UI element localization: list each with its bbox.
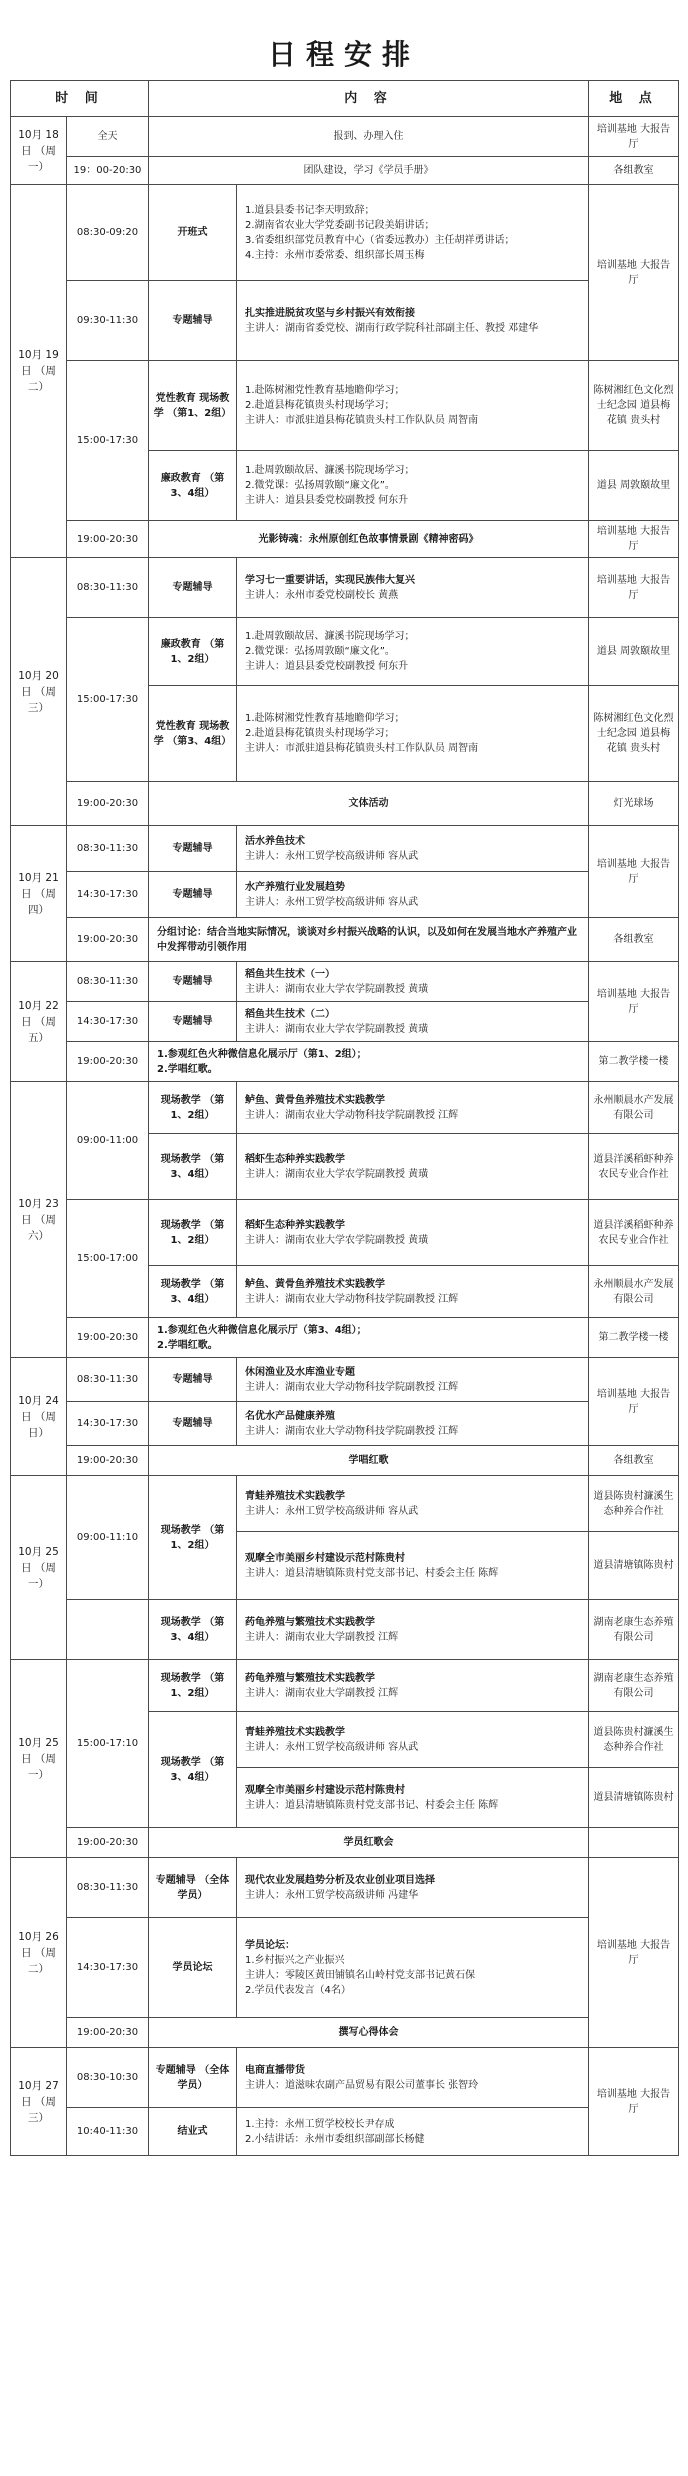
- time-slot: 15:00-17:30: [67, 618, 149, 782]
- session-content: [237, 618, 589, 686]
- session-category: 专题辅导: [149, 826, 237, 872]
- time-slot: 08:30-11:30: [67, 1858, 149, 1918]
- session-title: 药龟养殖与繁殖技术实践教学: [245, 1672, 375, 1684]
- day-date: 10月 24日 （周日）: [11, 1358, 67, 1476]
- content-line: 4.主持：永州市委常委、组织部长周玉梅: [245, 249, 425, 261]
- content-line: 2.湖南省农业大学党委副书记段美娟讲话；: [245, 219, 435, 231]
- session-title: 稻鱼共生技术（一）: [245, 968, 335, 980]
- row-text: 报到、办理入住: [149, 117, 589, 157]
- location: 各组教室: [589, 1446, 679, 1476]
- table-row: [11, 1200, 679, 1266]
- content-line: 主讲人：湖南农业大学副教授 江辉: [245, 1687, 399, 1699]
- content-line: 主讲人：市派驻道县梅花镇贵头村工作队队员 周智南: [245, 743, 479, 754]
- location: 陈树湘红色文化烈士纪念园 道县梅花镇 贵头村: [589, 361, 679, 451]
- session-content: [237, 872, 589, 918]
- header-time: 时 间: [11, 81, 149, 117]
- row-text: 撰写心得体会: [149, 2018, 589, 2048]
- location: 道县清塘镇陈贵村: [589, 1532, 679, 1600]
- content-line: 主讲人：道县县委党校副教授 何东升: [245, 495, 409, 506]
- session-title: 鲈鱼、黄骨鱼养殖技术实践教学: [245, 1278, 385, 1290]
- session-content: [237, 1266, 589, 1318]
- content-line: 1.赴周敦颐故居、濂溪书院现场学习；: [245, 465, 415, 476]
- location: 培训基地 大报告厅: [589, 826, 679, 918]
- session-content: [237, 1768, 589, 1828]
- session-category: 专题辅导: [149, 872, 237, 918]
- location: 道县洋溪稻虾种养农民专业合作社: [589, 1200, 679, 1266]
- time-slot: 14:30-17:30: [67, 872, 149, 918]
- header-content: 内 容: [149, 81, 589, 117]
- content-line: 主讲人：湖南农业大学动物科技学院副教授 江辉: [245, 1381, 459, 1393]
- time-slot: 14:30-17:30: [67, 1002, 149, 1042]
- location: 湖南老康生态养殖有限公司: [589, 1660, 679, 1712]
- content-line: 1.赴陈树湘党性教育基地瞻仰学习；: [245, 385, 405, 396]
- session-content: [237, 1712, 589, 1768]
- session-content: [237, 1532, 589, 1600]
- session-title: 药龟养殖与繁殖技术实践教学: [245, 1616, 375, 1628]
- table-row: [11, 1828, 679, 1858]
- location: 各组教室: [589, 918, 679, 962]
- table-row: [11, 1082, 679, 1134]
- session-category: 现场教学 （第3、4组）: [149, 1600, 237, 1660]
- day-date: 10月 21日 （周四）: [11, 826, 67, 962]
- session-content: [237, 826, 589, 872]
- content-line: 2.学员代表发言（4名）: [245, 1984, 351, 1996]
- session-category: 结业式: [149, 2108, 237, 2156]
- content-line: 主讲人：零陵区黄田铺镇名山岭村党支部书记黄石保: [245, 1969, 475, 1981]
- location: 培训基地 大报告厅: [589, 185, 679, 361]
- table-row: [11, 1600, 679, 1660]
- table-row: [11, 1918, 679, 2018]
- time-slot: 19：00-20:30: [67, 157, 149, 185]
- time-slot: 14:30-17:30: [67, 1402, 149, 1446]
- session-category: 党性教育 现场教学 （第3、4组）: [149, 686, 237, 782]
- day-date: 10月 26日 （周二）: [11, 1858, 67, 2048]
- time-slot: 19:00-20:30: [67, 521, 149, 558]
- session-category: 专题辅导: [149, 1402, 237, 1446]
- session-content: [149, 1042, 589, 1082]
- content-line: 2.小结讲话：永州市委组织部副部长杨健: [245, 2133, 425, 2145]
- location: 各组教室: [589, 157, 679, 185]
- time-slot: 15:00-17:10: [67, 1660, 149, 1828]
- session-title: 水产养殖行业发展趋势: [245, 881, 345, 893]
- session-title: 休闲渔业及水库渔业专题: [245, 1366, 355, 1378]
- content-line: 主讲人：市派驻道县梅花镇贵头村工作队队员 周智南: [245, 415, 479, 426]
- location: 湖南老康生态养殖有限公司: [589, 1600, 679, 1660]
- content-line: 主讲人：永州市委党校副校长 黄燕: [245, 589, 399, 601]
- session-content: [237, 1918, 589, 2018]
- content-line: 2.微党课：弘扬周敦颐“廉文化”。: [245, 480, 395, 491]
- time-slot: 19:00-20:30: [67, 782, 149, 826]
- content-line: 2.赴道县梅花镇贵头村现场学习；: [245, 400, 395, 411]
- session-content: [237, 1476, 589, 1532]
- location: 培训基地 大报告厅: [589, 1358, 679, 1446]
- table-row: [11, 157, 679, 185]
- schedule-table: [10, 80, 679, 2156]
- time-slot: 19:00-20:30: [67, 2018, 149, 2048]
- content-line: 主讲人：湖南农业大学农学院副教授 黄璜: [245, 983, 429, 995]
- location: 永州顺晨水产发展有限公司: [589, 1266, 679, 1318]
- time-slot: 19:00-20:30: [67, 1446, 149, 1476]
- day-date: 10月 19日 （周二）: [11, 185, 67, 558]
- content-line: 1.道县县委书记李天明致辞；: [245, 204, 375, 216]
- session-category: 现场教学 （第3、4组）: [149, 1712, 237, 1828]
- session-category: 现场教学 （第3、4组）: [149, 1266, 237, 1318]
- table-row: [11, 1660, 679, 1712]
- time-slot: [67, 1600, 149, 1660]
- session-title: 稻虾生态种养实践教学: [245, 1219, 345, 1231]
- session-title: 观摩全市美丽乡村建设示范村陈贵村: [245, 1784, 405, 1796]
- location: 第二教学楼一楼: [589, 1318, 679, 1358]
- time-slot: 19:00-20:30: [67, 1318, 149, 1358]
- content-line: 主讲人：永州工贸学校高级讲师 冯建华: [245, 1889, 419, 1901]
- time-slot: 全天: [67, 117, 149, 157]
- session-title: 电商直播带货: [245, 2064, 305, 2076]
- location: 灯光球场: [589, 782, 679, 826]
- day-date: 10月 18日 （周一）: [11, 117, 67, 185]
- session-category: 现场教学 （第1、2组）: [149, 1082, 237, 1134]
- time-slot: 09:00-11:10: [67, 1476, 149, 1600]
- content-line: 主讲人：永州工贸学校高级讲师 容从武: [245, 896, 419, 908]
- row-text: 光影铸魂：永州原创红色故事情景剧《精神密码》: [149, 521, 589, 558]
- session-title: 青蛙养殖技术实践教学: [245, 1726, 345, 1738]
- session-category: 学员论坛: [149, 1918, 237, 2018]
- content-line: 主讲人：湖南农业大学动物科技学院副教授 江辉: [245, 1425, 459, 1437]
- session-content: [237, 2048, 589, 2108]
- content-line: 主讲人：道滋味农副产品贸易有限公司董事长 张智玲: [245, 2079, 479, 2091]
- session-category: 专题辅导: [149, 1002, 237, 1042]
- table-row: [11, 521, 679, 558]
- session-category: 廉政教育 （第1、2组）: [149, 618, 237, 686]
- page-title: 日程安排: [267, 38, 420, 71]
- session-content: [237, 185, 589, 281]
- table-row: [11, 1358, 679, 1402]
- content-line: 主讲人：湖南农业大学动物科技学院副教授 江辉: [245, 1293, 459, 1305]
- content-line: 主讲人：湖南农业大学农学院副教授 黄璜: [245, 1168, 429, 1180]
- session-title: 青蛙养殖技术实践教学: [245, 1490, 345, 1502]
- session-content: [237, 558, 589, 618]
- session-category: 开班式: [149, 185, 237, 281]
- session-content: [237, 962, 589, 1002]
- session-content: [237, 281, 589, 361]
- content-line: 2.学唱红歌。: [157, 1063, 218, 1075]
- time-slot: 08:30-11:30: [67, 826, 149, 872]
- content-line: 主讲人：道县县委党校副教授 何东升: [245, 661, 409, 672]
- table-row: [11, 826, 679, 872]
- time-slot: 15:00-17:00: [67, 1200, 149, 1318]
- content-line: 3.省委组织部党员教育中心（省委远教办）主任胡祥勇讲话；: [245, 234, 515, 246]
- session-category: 现场教学 （第1、2组）: [149, 1660, 237, 1712]
- session-title: 稻虾生态种养实践教学: [245, 1153, 345, 1165]
- table-row: [11, 117, 679, 157]
- time-slot: 08:30-11:30: [67, 558, 149, 618]
- row-text: 学唱红歌: [149, 1446, 589, 1476]
- location: 道县清塘镇陈贵村: [589, 1768, 679, 1828]
- session-content: [237, 1200, 589, 1266]
- session-category: 专题辅导: [149, 1358, 237, 1402]
- session-content: [149, 1318, 589, 1358]
- time-slot: 15:00-17:30: [67, 361, 149, 521]
- session-category: 专题辅导: [149, 558, 237, 618]
- day-date: 10月 25日 （周一）: [11, 1660, 67, 1858]
- row-text: 分组讨论：结合当地实际情况，谈谈对乡村振兴战略的认识，以及如何在发展当地水产养殖产业中发挥带动引领作用: [149, 918, 589, 962]
- header-location: 地 点: [589, 81, 679, 117]
- session-content: [237, 1858, 589, 1918]
- session-category: 专题辅导: [149, 962, 237, 1002]
- session-category: 专题辅导 （全体学员）: [149, 1858, 237, 1918]
- location: 道县洋溪稻虾种养农民专业合作社: [589, 1134, 679, 1200]
- session-title: 名优水产品健康养殖: [245, 1410, 335, 1422]
- table-row: [11, 962, 679, 1002]
- location: 道县陈贵村濂溪生态种养合作社: [589, 1712, 679, 1768]
- day-date: 10月 23日 （周六）: [11, 1082, 67, 1358]
- table-row: [11, 618, 679, 686]
- content-line: 主讲人：永州工贸学校高级讲师 容从武: [245, 850, 419, 862]
- location: 陈树湘红色文化烈士纪念园 道县梅花镇 贵头村: [589, 686, 679, 782]
- day-date: 10月 22日 （周五）: [11, 962, 67, 1082]
- session-content: [237, 2108, 589, 2156]
- session-category: 廉政教育 （第3、4组）: [149, 451, 237, 521]
- day-date: 10月 27日 （周三）: [11, 2048, 67, 2156]
- day-date: 10月 25日 （周一）: [11, 1476, 67, 1660]
- location: 培训基地 大报告厅: [589, 2048, 679, 2156]
- session-title: 活水养鱼技术: [245, 835, 305, 847]
- session-category: 现场教学 （第1、2组）: [149, 1476, 237, 1600]
- content-line: 主讲人：湖南农业大学动物科技学院副教授 江辉: [245, 1109, 459, 1121]
- time-slot: 08:30-11:30: [67, 1358, 149, 1402]
- session-content: [237, 361, 589, 451]
- location: 道县 周敦颐故里: [589, 451, 679, 521]
- table-row: [11, 1446, 679, 1476]
- content-line: 2.赴道县梅花镇贵头村现场学习；: [245, 728, 395, 739]
- session-title: 稻鱼共生技术（二）: [245, 1008, 335, 1020]
- session-title: 学习七一重要讲话，实现民族伟大复兴: [245, 574, 415, 586]
- session-category: 专题辅导: [149, 281, 237, 361]
- time-slot: 08:30-09:20: [67, 185, 149, 281]
- content-line: 主讲人：湖南省委党校、湖南行政学院科社部副主任、教授 邓建华: [245, 322, 539, 334]
- session-category: 现场教学 （第3、4组）: [149, 1134, 237, 1200]
- time-slot: 08:30-11:30: [67, 962, 149, 1002]
- table-row: [11, 185, 679, 281]
- session-content: [237, 1600, 589, 1660]
- content-line: 主讲人：道县清塘镇陈贵村党支部书记、村委会主任 陈辉: [245, 1567, 499, 1579]
- location: 培训基地 大报告厅: [589, 558, 679, 618]
- table-row: [11, 1858, 679, 1918]
- time-slot: 14:30-17:30: [67, 1918, 149, 2018]
- content-line: 1.乡村振兴之产业振兴: [245, 1954, 345, 1966]
- row-text: 学员红歌会: [149, 1828, 589, 1858]
- time-slot: 19:00-20:30: [67, 1042, 149, 1082]
- session-content: [237, 1358, 589, 1402]
- session-category: 现场教学 （第1、2组）: [149, 1200, 237, 1266]
- time-slot: 19:00-20:30: [67, 1828, 149, 1858]
- table-row: [11, 558, 679, 618]
- content-line: 主讲人：永州工贸学校高级讲师 容从武: [245, 1741, 419, 1753]
- session-content: [237, 1134, 589, 1200]
- day-date: 10月 20日 （周三）: [11, 558, 67, 826]
- location: 道县陈贵村濂溪生态种养合作社: [589, 1476, 679, 1532]
- table-row: [11, 918, 679, 962]
- table-row: [11, 361, 679, 451]
- session-content: [237, 451, 589, 521]
- content-line: 1.赴周敦颐故居、濂溪书院现场学习；: [245, 631, 415, 642]
- time-slot: 19:00-20:30: [67, 918, 149, 962]
- content-line: 主讲人：永州工贸学校高级讲师 容从武: [245, 1505, 419, 1517]
- table-header-row: [11, 81, 679, 117]
- content-line: 2.微党课：弘扬周敦颐“廉文化”。: [245, 646, 395, 657]
- content-line: 1.主持：永州工贸学校校长尹存成: [245, 2118, 395, 2130]
- table-row: [11, 872, 679, 918]
- row-text: 文体活动: [149, 782, 589, 826]
- session-content: [237, 1002, 589, 1042]
- table-row: [11, 281, 679, 361]
- location: 永州顺晨水产发展有限公司: [589, 1082, 679, 1134]
- content-line: 主讲人：道县清塘镇陈贵村党支部书记、村委会主任 陈辉: [245, 1799, 499, 1811]
- location: 培训基地 大报告厅: [589, 1858, 679, 2048]
- content-line: 2.学唱红歌。: [157, 1339, 218, 1351]
- session-content: [237, 1082, 589, 1134]
- content-line: 1.赴陈树湘党性教育基地瞻仰学习；: [245, 713, 405, 724]
- table-row: [11, 2018, 679, 2048]
- time-slot: 08:30-10:30: [67, 2048, 149, 2108]
- table-row: [11, 2108, 679, 2156]
- table-row: [11, 2048, 679, 2108]
- session-content: [237, 1660, 589, 1712]
- session-title: 观摩全市美丽乡村建设示范村陈贵村: [245, 1552, 405, 1564]
- location: 道县 周敦颐故里: [589, 618, 679, 686]
- location: 培训基地 大报告厅: [589, 521, 679, 558]
- location: 第二教学楼一楼: [589, 1042, 679, 1082]
- content-line: 主讲人：湖南农业大学农学院副教授 黄璜: [245, 1234, 429, 1246]
- session-category: 专题辅导 （全体学员）: [149, 2048, 237, 2108]
- time-slot: 10:40-11:30: [67, 2108, 149, 2156]
- table-row: [11, 1402, 679, 1446]
- session-title: 学员论坛：: [245, 1939, 295, 1951]
- table-row: [11, 1476, 679, 1532]
- session-title: 鲈鱼、黄骨鱼养殖技术实践教学: [245, 1094, 385, 1106]
- location: 培训基地 大报告厅: [589, 117, 679, 157]
- table-row: [11, 782, 679, 826]
- location: [589, 1828, 679, 1858]
- location: 培训基地 大报告厅: [589, 962, 679, 1042]
- table-row: [11, 1002, 679, 1042]
- session-title: 现代农业发展趋势分析及农业创业项目选择: [245, 1874, 435, 1886]
- session-title: 扎实推进脱贫攻坚与乡村振兴有效衔接: [245, 307, 415, 319]
- row-text: 团队建设，学习《学员手册》: [149, 157, 589, 185]
- time-slot: 09:00-11:00: [67, 1082, 149, 1200]
- session-content: [237, 1402, 589, 1446]
- session-content: [237, 686, 589, 782]
- content-line: 1.参观红色火种微信息化展示厅（第1、2组）；: [157, 1048, 367, 1060]
- table-row: [11, 1042, 679, 1082]
- content-line: 主讲人：湖南农业大学农学院副教授 黄璜: [245, 1023, 429, 1035]
- table-row: [11, 1318, 679, 1358]
- content-line: 主讲人：湖南农业大学副教授 江辉: [245, 1631, 399, 1643]
- content-line: 1.参观红色火种微信息化展示厅（第3、4组）；: [157, 1324, 367, 1336]
- time-slot: 09:30-11:30: [67, 281, 149, 361]
- session-category: 党性教育 现场教学 （第1、2组）: [149, 361, 237, 451]
